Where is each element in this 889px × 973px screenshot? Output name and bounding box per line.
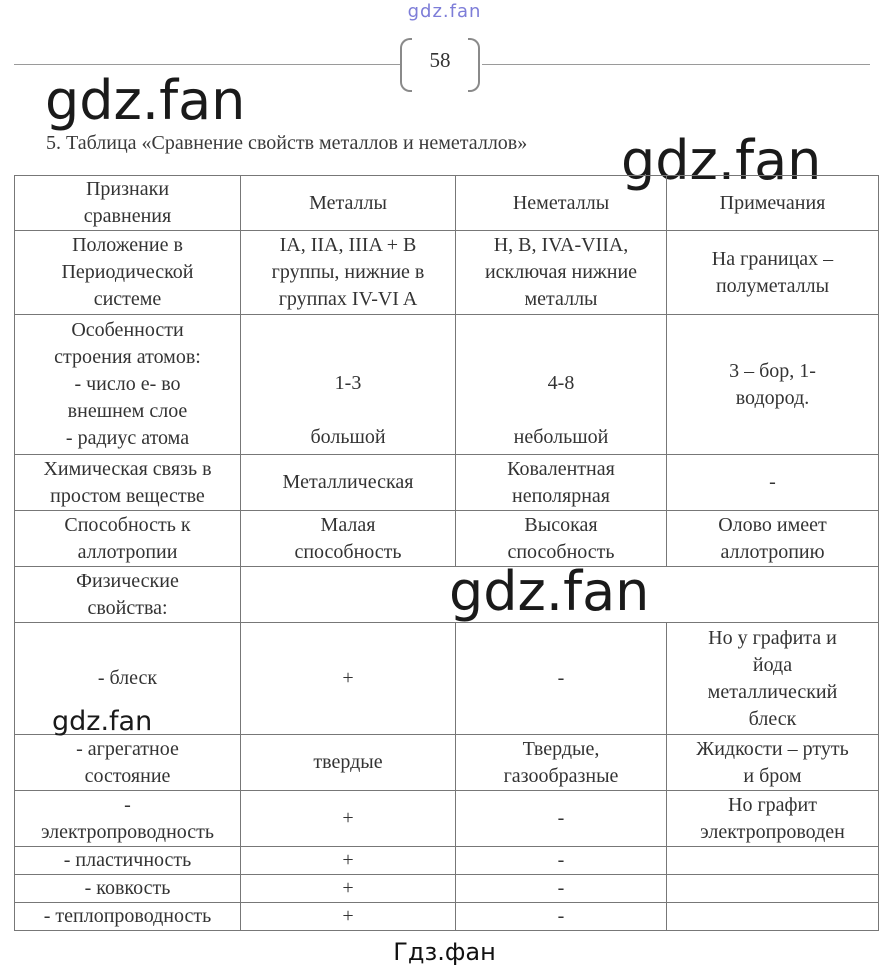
table-cell: - [456,847,667,875]
table-row [15,511,879,567]
table-cell: + [241,875,456,903]
table-row [15,455,879,511]
table-row [15,567,879,623]
page-number: 58 [429,48,451,72]
table-cell: Олово имеет аллотропию [667,511,879,567]
table-cell: - электропроводность [15,791,241,847]
table-header-cell: Неметаллы [456,176,667,231]
table-cell: Жидкости – ртуть и бром [667,735,879,791]
table-cell [667,847,879,875]
table-header-row [15,176,879,231]
table-cell: + [241,847,456,875]
table-row [15,875,879,903]
bracket-left [400,38,412,92]
header-rule-left [14,64,400,65]
table-header-cell: Признаки сравнения [15,176,241,231]
table-cell [667,903,879,931]
table-row [15,847,879,875]
table-cell: Особенности строения атомов: - число е- во внешнем слое - радиус атома [15,315,241,455]
electron-count: 4-8 [547,372,575,394]
table-cell: - [456,791,667,847]
watermark-2: gdz.fan [621,129,822,192]
table-header-cell: Металлы [241,176,456,231]
table-cell: H, B, IVA-VIIA, исключая нижние металлы [456,231,667,315]
table-row [15,315,879,455]
table-cell: Ковалентная неполярная [456,455,667,511]
table-cell: + [241,903,456,931]
atom-radius: небольшой [513,426,609,448]
table-cell: Химическая связь в простом веществе [15,455,241,511]
watermark-3: gdz.fan [449,560,650,623]
comparison-table [14,175,879,931]
table-cell [241,315,456,455]
split-cell [458,315,664,451]
table-cell: + [241,791,456,847]
table-row [15,903,879,931]
electron-count: 1-3 [334,372,362,394]
table-cell: - [667,455,879,511]
table-cell: твердые [241,735,456,791]
table-row [15,735,879,791]
table-cell: - блеск [15,623,241,735]
table-cell [667,875,879,903]
table-cell: На границах – полуметаллы [667,231,879,315]
table-cell: - агрегатное состояние [15,735,241,791]
page-number-box [400,38,480,90]
table-cell: IA, IIA, IIIA + B группы, нижние в группах IV-VI A [241,231,456,315]
table-cell: Металлическая [241,455,456,511]
table-cell: Но графит электропроводен [667,791,879,847]
table-cell: Но у графита и йода металлический блеск [667,623,879,735]
table-cell: Способность к аллотропии [15,511,241,567]
table-cell: Физические свойства: [15,567,241,623]
atom-radius: большой [310,426,386,448]
table-cell: - пластичность [15,847,241,875]
table-cell [456,315,667,455]
table-cell: - ковкость [15,875,241,903]
table-header-cell: Примечания [667,176,879,231]
bracket-right [468,38,480,92]
split-cell [243,315,453,451]
footer-watermark: Гдз.фан [393,938,496,966]
table-cell: Высокая способность [456,511,667,567]
table-caption: 5. Таблица «Сравнение свойств металлов и неметаллов» [46,132,528,154]
top-watermark: gdz.fan [407,1,482,22]
table-cell: + [241,623,456,735]
table-cell: - [456,623,667,735]
table-cell: 3 – бор, 1- водород. [667,315,879,455]
header-rule-right [482,64,870,65]
table-cell: Малая способность [241,511,456,567]
table-row [15,791,879,847]
table-cell: - [456,903,667,931]
table-cell: Положение в Периодической системе [15,231,241,315]
watermark-1: gdz.fan [45,69,246,132]
table-cell: - [456,875,667,903]
watermark-4: gdz.fan [52,706,153,737]
table-row [15,231,879,315]
table-cell: Твердые, газообразные [456,735,667,791]
table-cell: - теплопроводность [15,903,241,931]
